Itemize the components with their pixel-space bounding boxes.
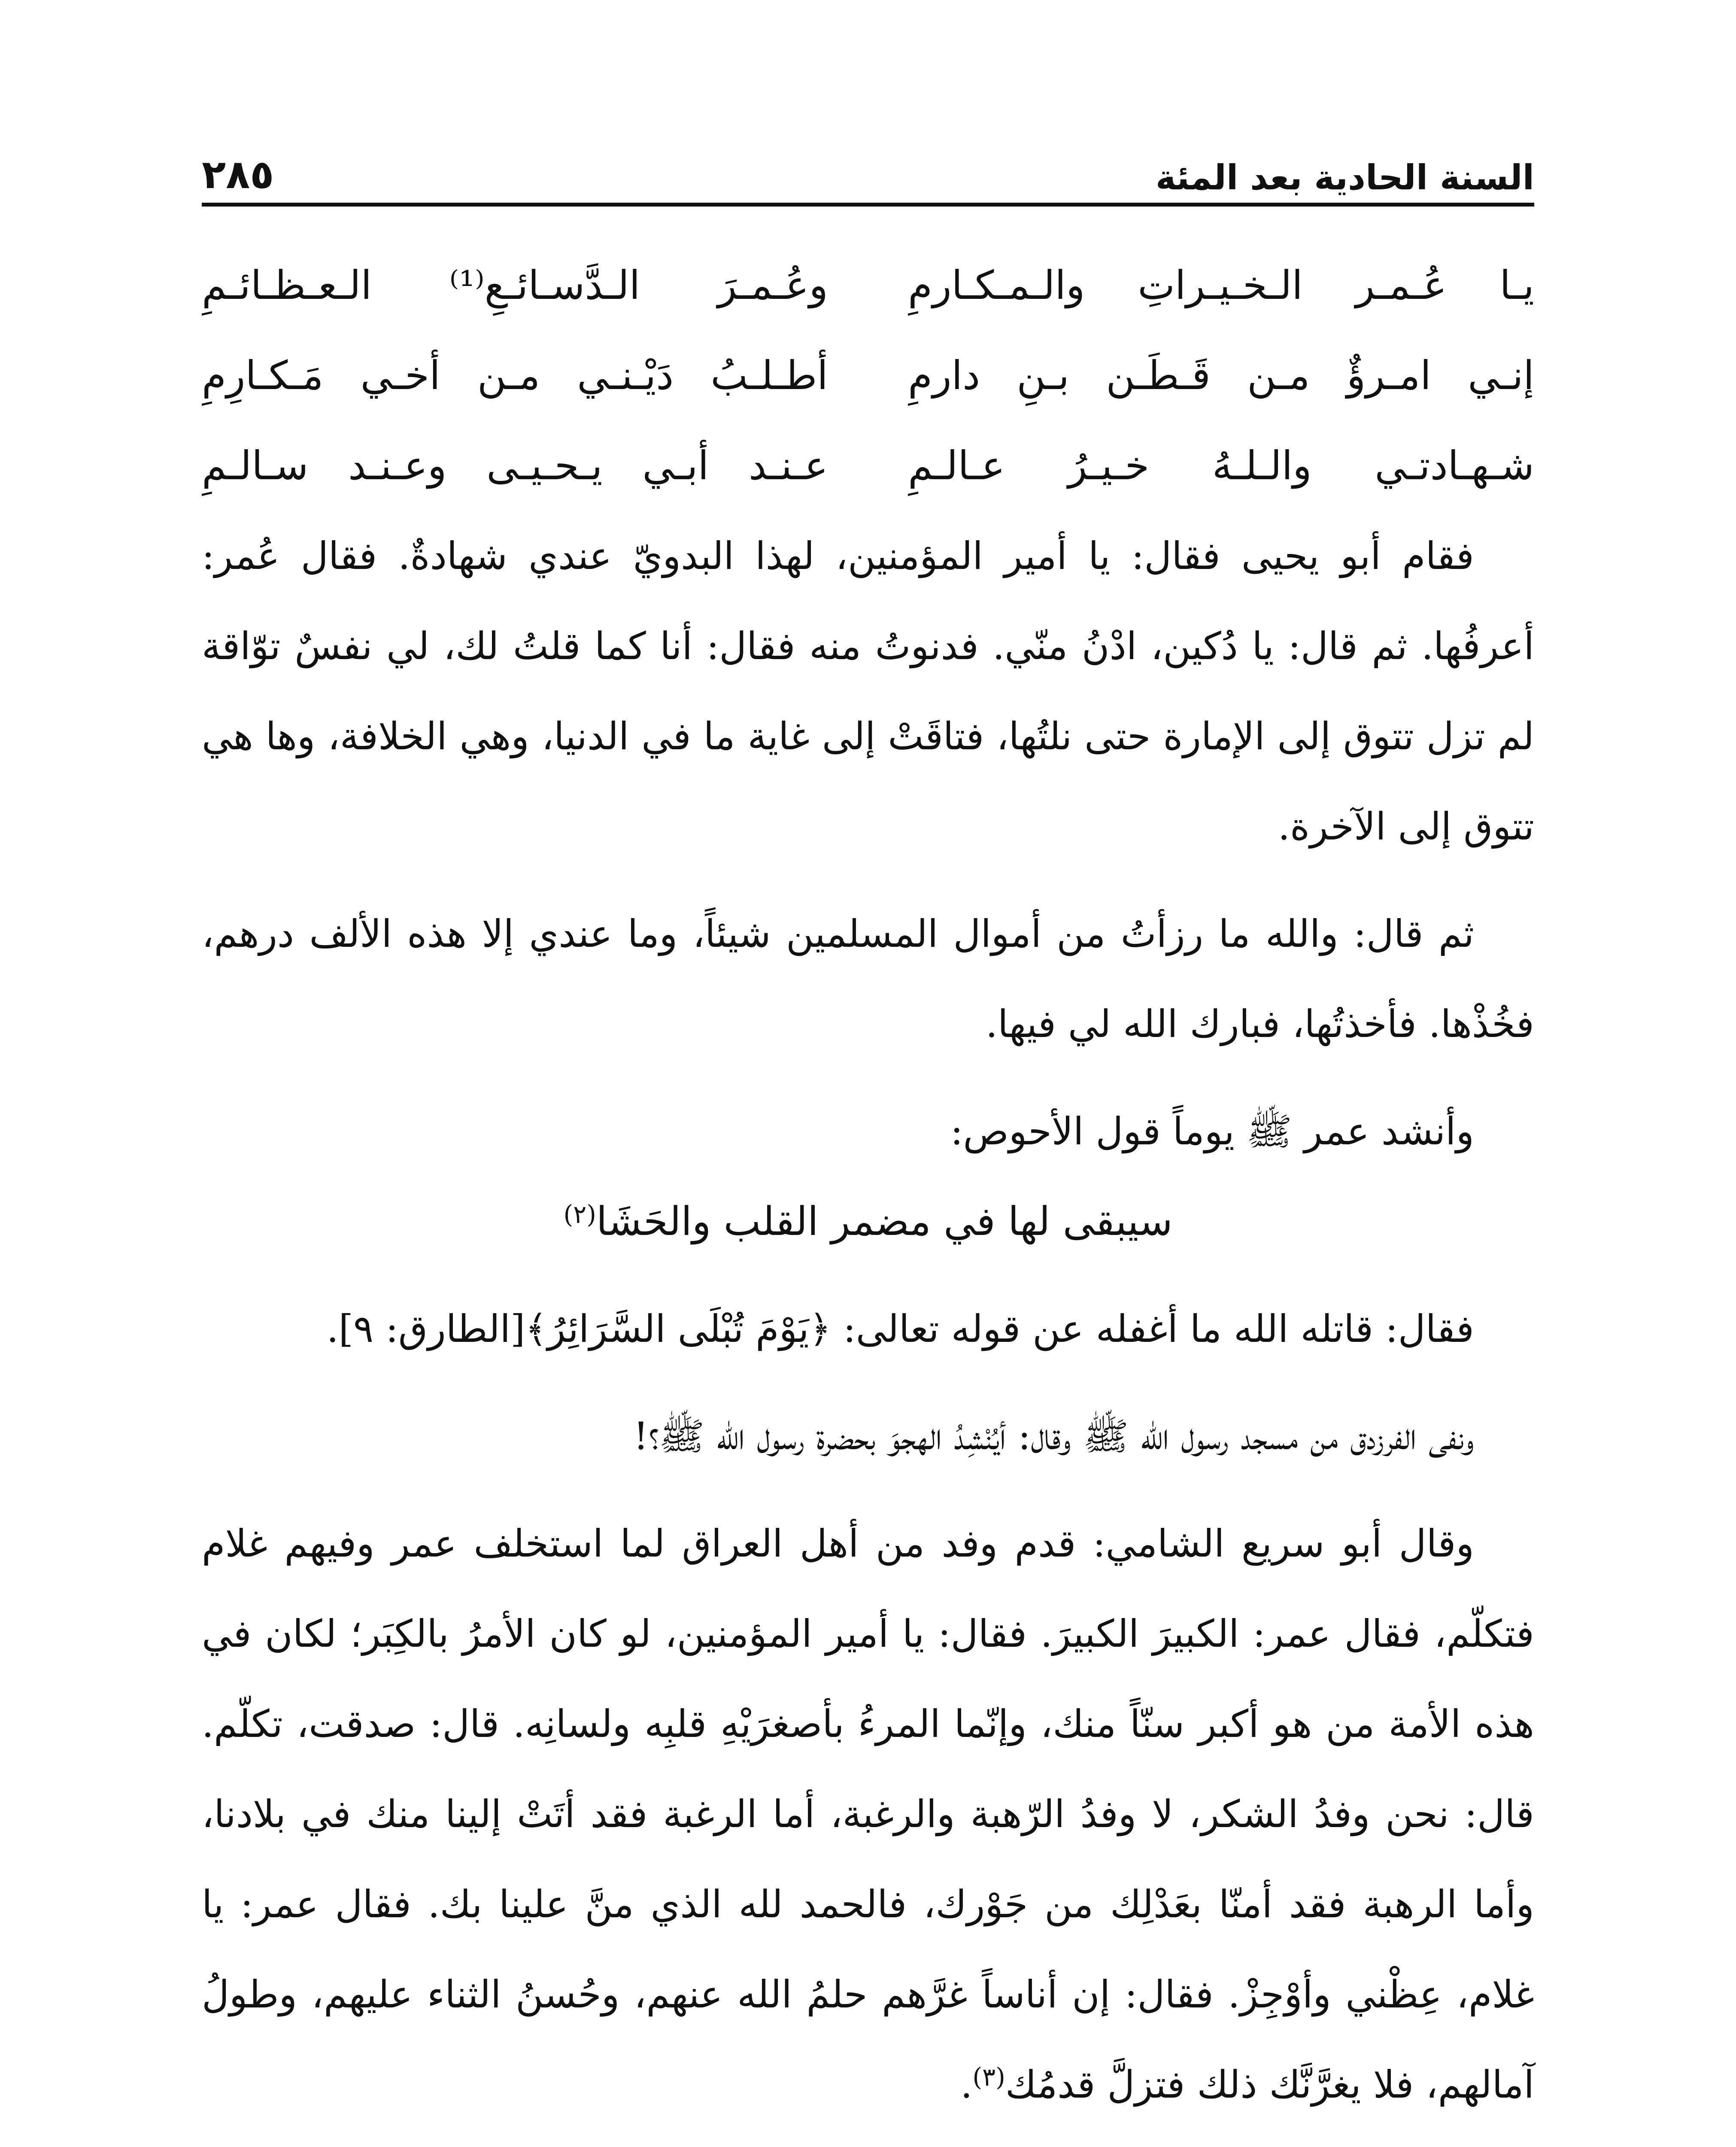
page-number: ٢٨٥: [202, 152, 274, 198]
spacer: [202, 1267, 1534, 1284]
poem-verse: [202, 331, 1534, 421]
footnote-marker: (٣): [972, 2062, 1005, 2092]
paragraph: [202, 1499, 1534, 2130]
first-hemistich: شـهـادتـي والـلـهُ خـيـرُ عـالـمِ: [908, 443, 1534, 489]
quoted-verse: [202, 1177, 1534, 1267]
paragraph: وأنشد عمر ﷺ يوماً قول الأحوص:: [950, 1109, 1474, 1153]
running-header: [202, 129, 1534, 198]
second-hemistich: عـنـد أبـي يـحـيـى وعـنـد سـالـمِ: [202, 443, 828, 489]
spacer: [202, 1069, 1534, 1086]
first-hemistich: إنـي امـرؤٌ مـن قَـطَـن بـنِ دارمِ: [908, 353, 1534, 398]
paragraph: فقال: قاتله الله ما أغفله عن قوله تعالى: ﴿يَوْمَ تُبْلَى السَّرَائِرُ﴾[الطارق: ٩].: [326, 1307, 1474, 1351]
first-hemistich: يـا عُـمـر الـخـيـراتِ والـمـكـارمِ: [908, 262, 1534, 308]
spacer: [202, 1481, 1534, 1499]
poem: [202, 240, 1534, 511]
paragraph: ثم قال: والله ما رزأتُ من أموال المسلمين شيئاً، وما عندي إلا هذه الألف درهم، فخُذْها. فأخذتُها، فبارك الله لي فيها.: [202, 912, 1534, 1046]
paragraph: ونفى الفرزدق من مسجد رسول الله ﷺ وقال: أيُنْشِدُ الهجوَ بحضرة رسول الله ﷺ؟!: [633, 1414, 1474, 1458]
spacer: [202, 1374, 1534, 1391]
main-text: [202, 240, 1534, 2147]
chapter-title: السنة الحادية بعد المئة: [1155, 158, 1534, 198]
poem-verse: [202, 240, 1534, 331]
paragraph-end: .: [960, 2062, 973, 2107]
second-hemistich: أطـلـبُ دَيْـنـي مـن أخـي مَـكـارِمِ: [202, 353, 828, 398]
second-hemistich: وعُـمـرَ الـدَّسـائـعِ⁽¹⁾ الـعـظـائـمِ: [202, 262, 828, 308]
verse-text: سيبقى لها في مضمر القلب والحَشَا: [596, 1198, 1173, 1244]
footnote-marker: (٢): [563, 1200, 596, 1229]
paragraph: فقام أبو يحيى فقال: يا أمير المؤمنين، لهذا البدويّ عندي شهادةٌ. فقال عُمر: أعرفُها. ثم قال: يا دُكين، ادْنُ منّي. فدنوتُ منه فقال: أنا كما قلتُ لك، لي نفسٌ توّاقة لم تزل تتوق إلى الإمارة حتى نلتُها، فتاقَتْ إلى غاية ما في الدنيا، وهي الخلافة، وها هي تتوق إلى الآخرة.: [202, 534, 1534, 848]
paragraph-text: وقال أبو سريع الشامي: قدم وفد من أهل العراق لما استخلف عمر وفيهم غلام فتكلّم، فقال عمر: الكبيرَ الكبيرَ. فقال: يا أمير المؤمنين، لو كان الأمرُ بالكِبَر؛ لكان في هذه الأمة من هو أكبر سنّاً منك، وإنّما المرءُ بأصغرَيْهِ قلبِه ولسانِه. قال: صدقت، تكلّم. قال: نحن وفدُ الشكر، لا وفدُ الرّهبة والرغبة، أما الرغبة فقد أتَتْ إلينا منك في بلادنا، وأما الرهبة فقد أمنّا بعَدْلِك من جَوْرك، فالحمد لله الذي منَّ علينا بك. فقال عمر: يا غلام، عِظْني وأوْجِزْ. فقال: إن أناساً غرَّهم حلمُ الله عنهم، وحُسنُ الثناء عليهم، وطولُ آمالهم، فلا يغرَّنَّك ذلك فتزلَّ قدمُك: [202, 1521, 1535, 2107]
header-divider: [202, 203, 1534, 207]
poem-verse: [202, 421, 1534, 511]
spacer: [202, 872, 1534, 889]
